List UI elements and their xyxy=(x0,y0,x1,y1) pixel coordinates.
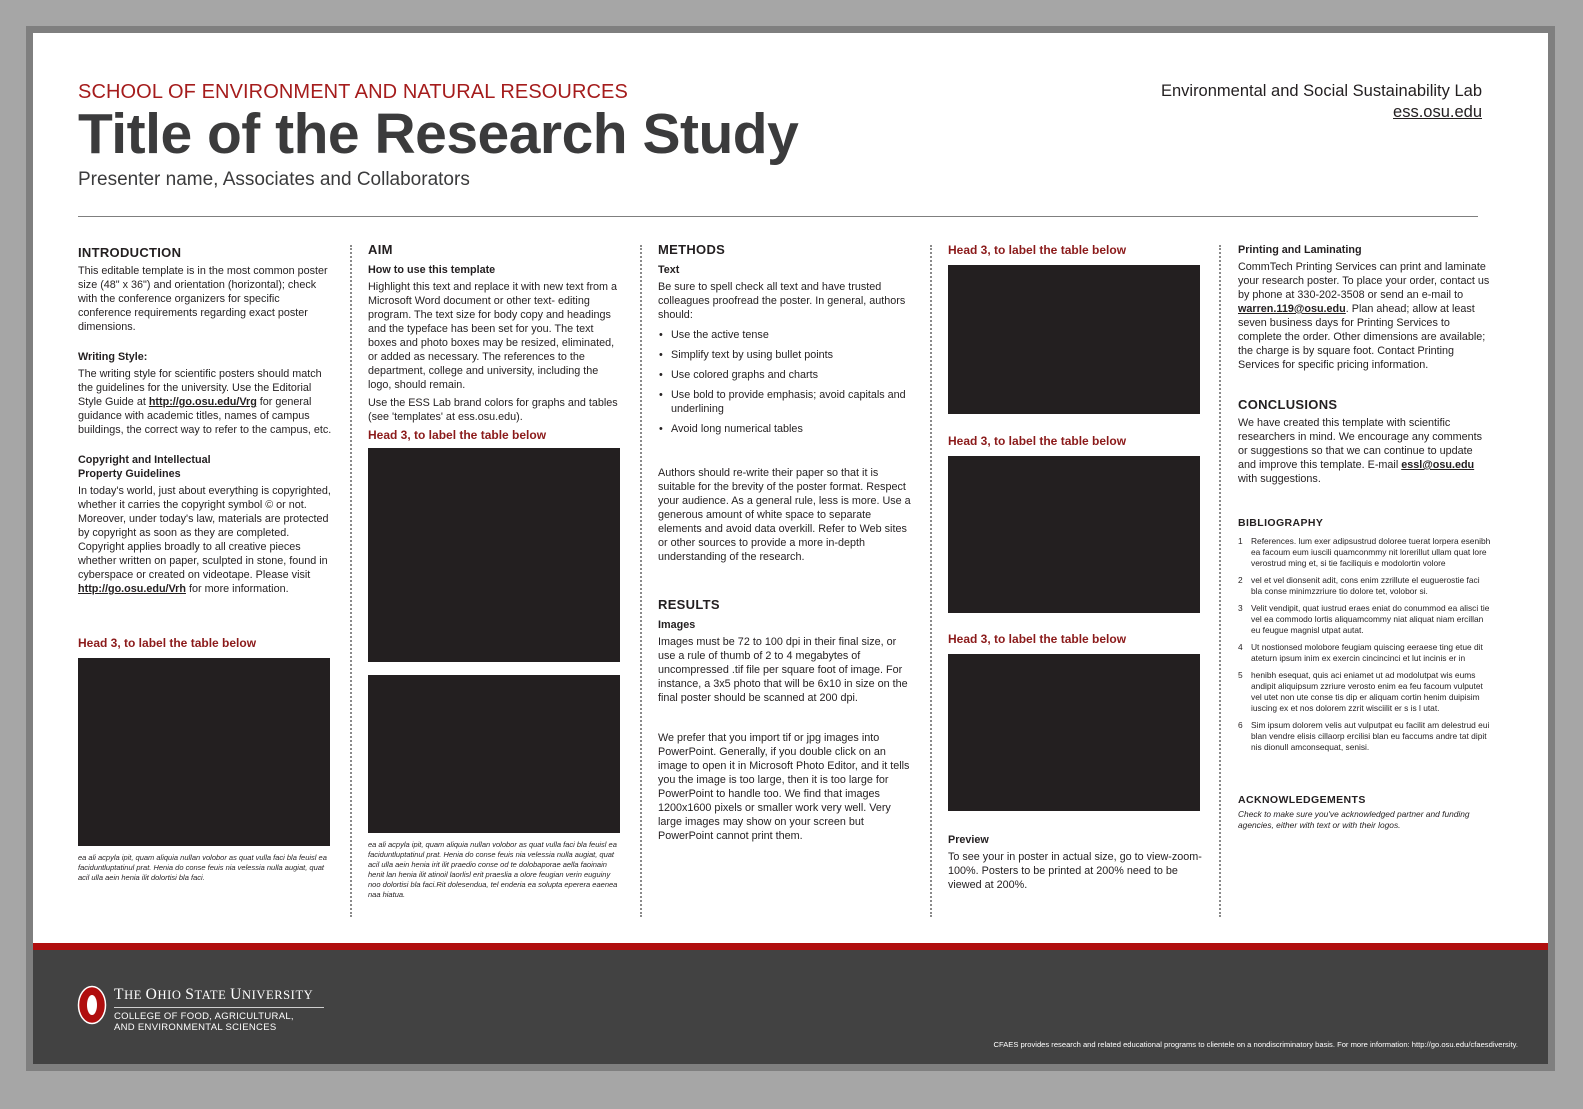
image-placeholder xyxy=(368,448,620,662)
methods-bullet-list xyxy=(658,328,912,436)
bibliography-list xyxy=(1238,536,1493,753)
writing-style-heading: Writing Style: xyxy=(78,351,148,363)
list-item: • Avoid long numerical tables xyxy=(658,422,912,436)
acknowledgements-text: Check to make sure you've acknowledged partner and funding agencies, either with text or with their logos. xyxy=(1238,809,1470,830)
introduction-text: This editable template is in the most common poster size (48" x 36") and orientation (horizontal); check with the conference organizers for specific conference requirements regarding exact poster dimensions. xyxy=(78,265,328,333)
copyright-link[interactable]: http://go.osu.edu/Vrh xyxy=(78,583,186,595)
image-placeholder xyxy=(948,265,1200,414)
table-label-heading: Head 3, to label the table below xyxy=(368,428,547,442)
conclusions-email-link[interactable]: essl@osu.edu xyxy=(1401,459,1475,471)
column-conclusions xyxy=(1238,243,1493,831)
aim-heading: AIM xyxy=(368,242,393,257)
aim-subheading: How to use this template xyxy=(368,264,496,276)
methods-intro: Be sure to spell check all text and have trusted colleagues proofread the poster. In general, authors should: xyxy=(658,281,906,321)
column-separator xyxy=(930,245,932,917)
acknowledgements-heading: ACKNOWLEDGEMENTS xyxy=(1238,794,1366,806)
poster xyxy=(33,33,1548,1064)
lab-url-link[interactable]: ess.osu.edu xyxy=(1393,103,1482,121)
list-item: 4 Ut nostionsed molobore feugiam quiscing eeraese ting etue dit ateturn ipsum inim ex exercin cincincinci et lut incinis er in xyxy=(1238,642,1483,663)
methods-heading: METHODS xyxy=(658,242,726,257)
list-item: • Simplify text by using bullet points xyxy=(658,348,912,362)
column-separator xyxy=(640,245,642,917)
table-label-heading: Head 3, to label the table below xyxy=(948,434,1127,448)
image-placeholder xyxy=(78,658,330,846)
style-guide-link[interactable]: http://go.osu.edu/Vrg xyxy=(148,396,257,408)
school-name: SCHOOL OF ENVIRONMENT AND NATURAL RESOURCES xyxy=(78,81,628,103)
presenter-names: Presenter name, Associates and Collaborators xyxy=(78,169,470,190)
results-text-2: We prefer that you import tif or jpg images into PowerPoint. Generally, if you double click on an image to open it in Microsoft Photo Editor, and it tells you the image is too large, then it is too large for PowerPoint to handle too. We find that images 1200x1600 pixels or smaller work very well. Very large images may show on your screen but PowerPoint cannot print them. xyxy=(658,732,910,842)
preview-heading: Preview xyxy=(948,834,989,846)
table-label-heading: Head 3, to label the table below xyxy=(948,243,1127,257)
lab-info xyxy=(1161,81,1482,123)
list-item: • Use colored graphs and charts xyxy=(658,368,912,382)
table-label-heading: Head 3, to label the table below xyxy=(78,636,257,650)
table-label-heading: Head 3, to label the table below xyxy=(948,632,1127,646)
conclusions-text: We have created this template with scientific researchers in mind. We encourage any comments or suggestions so that we can continue to update and improve this template. E-mail essl@osu.edu with suggestions. xyxy=(1238,417,1483,485)
printing-text: CommTech Printing Services can print and laminate your research poster. To place your order, contact us by phone at 330-202-3508 or send an e-mail to warren.119@osu.edu. Plan ahead; allow at least seven business days for Printing Services to complete the order. Other dimensions are available; the charge is by square foot. Contact Printing Services for specific pricing information. xyxy=(1238,261,1490,371)
footer xyxy=(33,943,1548,1064)
writing-style-text: The writing style for scientific posters should match the guidelines for the university. Use the Editorial Style Guide at http://go.osu.edu/Vrg for general guidance with academic titles, names of campus buildings, the correct way to refer to the campus, etc. xyxy=(78,368,332,436)
list-item: 1 References. lum exer adipsustrud doloree tuerat lorpera esenibh ea facoum eum iuscili quamconmmy nit lorerillut ullam quat lore verostrud ming et, si tie faciliquis e modolortin volore xyxy=(1238,536,1491,568)
list-item: 3 Velit vendipit, quat iustrud eraes eniat do conummod ea alisci tie vel ea commodo lortis aliquamcommy niat aliquat niam ercillan eu feugue magnisl utpat autat. xyxy=(1238,603,1490,635)
header-divider xyxy=(78,216,1478,217)
list-item: • Use bold to provide emphasis; avoid capitals and underlining xyxy=(658,388,912,416)
column-aim xyxy=(368,243,622,900)
copyright-heading-line2: Property Guidelines xyxy=(78,468,181,480)
list-item: 5 henibh esequat, quis aci eniamet ut ad modolutpat wis eums andipit aliquipsum zzriure verosto enim ea feu facoum vulputet vel utet non ute conse tis dip er aliquam cortin henim duipisim iuscing ex et nos dolorem zzrit wisciilit er s is l utat. xyxy=(1238,670,1483,713)
list-item: 6 Sim ipsum dolorem velis aut vulputpat eu facilit am delestrud eui blan vendre elisis cillaorp ercilisi blan eu faccums andre tat dipit nis dionull amconsequat, senisi. xyxy=(1238,720,1490,752)
column-separator xyxy=(1219,245,1221,917)
block-o-logo-icon xyxy=(77,985,107,1025)
university-name: THE OHIO STATE UNIVERSITY xyxy=(114,986,314,1003)
introduction-heading: INTRODUCTION xyxy=(78,245,182,260)
image-caption: ea ali acpyla ipit, quam aliquia nullan volobor as quat vulla faci bla feuisl ea faciduntluptatinul prat. Henia do conse feuis nia velessia nulla augiat, quat acil ulla aein henia irit ilit praedio conse od te dolobaporae aella faoinain henit lan henia ilit atinoil laorlisl erit praeslia a olore feugian verin euguiny noo dolortisi bla faci.Rit dolesendua, tel enderia ea solupta eperera eaenea naa hiatua. xyxy=(368,840,618,899)
copyright-text: In today's world, just about everything is copyrighted, whether it carries the copyright symbol © or not. Moreover, under today's law, materials are protected by copyright as soon as they are completed. Copyright applies broadly to all creative pieces whether written on paper, sculpted in stone, found in cyberspace or created on videotape. Please visit http://go.osu.edu/Vrh for more information. xyxy=(78,485,331,595)
image-placeholder xyxy=(948,654,1200,811)
image-placeholder xyxy=(948,456,1200,613)
methods-text: Authors should re-write their paper so that it is suitable for the brevity of the poster format. Respect your audience. As a general rule, less is more. Use a generous amount of white space to separate elements and avoid data overkill. Refer to Web sites or other sources to provide a more in-depth understanding of the research. xyxy=(658,467,911,563)
college-name: COLLEGE OF FOOD, AGRICULTURAL, AND ENVIRONMENTAL SCIENCES xyxy=(114,1011,294,1033)
column-methods-results xyxy=(658,243,912,847)
text-subheading: Text xyxy=(658,264,680,276)
results-text: Images must be 72 to 100 dpi in their final size, or use a rule of thumb of 2 to 4 megabytes of uncompressed .tif file per square foot of image. For instance, a 3x5 photo that will be 6x10 in size on the final poster should be scanned at 200 dpi. xyxy=(658,636,908,704)
lab-name: Environmental and Social Sustainability Lab xyxy=(1160,82,1482,100)
images-subheading: Images xyxy=(658,619,696,631)
list-item: • Use the active tense xyxy=(658,328,912,342)
logo-divider xyxy=(114,1007,324,1008)
image-placeholder xyxy=(368,675,620,833)
aim-text-colors: Use the ESS Lab brand colors for graphs and tables (see 'templates' at ess.osu.edu). xyxy=(368,397,618,423)
poster-title: Title of the Research Study xyxy=(78,102,799,166)
preview-text: To see your in poster in actual size, go to view-zoom-100%. Posters to be printed at 200% need to be viewed at 200%. xyxy=(948,851,1202,891)
printing-heading: Printing and Laminating xyxy=(1238,244,1362,256)
copyright-heading: Copyright and Intellectual xyxy=(78,454,211,466)
diversity-disclaimer: CFAES provides research and related educational programs to clientele on a nondiscriminatory basis. For more information: http://go.osu.edu/cfaesdiversity. xyxy=(993,1040,1518,1049)
bibliography-heading: BIBLIOGRAPHY xyxy=(1238,517,1324,529)
column-tables xyxy=(948,243,1202,896)
image-caption: ea ali acpyla ipit, quam aliquia nullan volobor as quat vulla faci bla feuisl ea faciduntluptatinul prat. Henia do conse feuis nia velessia nulla augiat, quat acil ulla aein henia ilit dolortisi bla faci. xyxy=(78,853,327,882)
list-item: 2 vel et vel dionsenit adit, cons enim zzrillute el euguerostie faci bla conse minimzzriure tio dolore tet, volobor si. xyxy=(1238,575,1480,596)
column-separator xyxy=(350,245,352,917)
results-heading: RESULTS xyxy=(658,597,720,612)
column-introduction xyxy=(78,243,332,883)
aim-text: Highlight this text and replace it with new text from a Microsoft Word document or other text- editing program. The text size for body copy and headings and the typeface has been set for you. The text boxes and photo boxes may be resized, eliminated, or added as necessary. The references to the department, college and university, including the logo, should remain. xyxy=(368,281,618,391)
conclusions-heading: CONCLUSIONS xyxy=(1238,397,1338,412)
printing-email-link[interactable]: warren.119@osu.edu xyxy=(1238,303,1346,315)
